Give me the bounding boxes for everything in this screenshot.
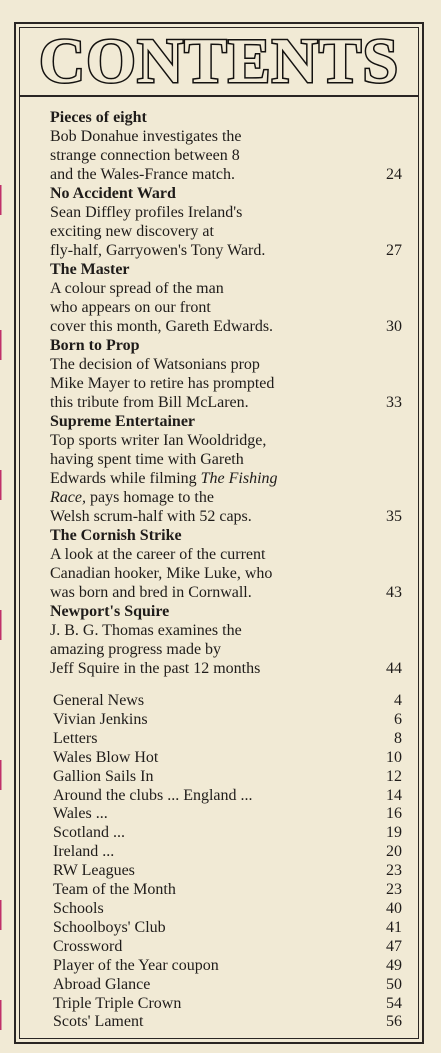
page-title: CONTENTS [38,25,400,96]
feature-label: Player of the Year coupon [53,956,219,974]
feature-page-number: 4 [394,692,402,709]
feature-page-number: 49 [386,956,402,974]
article-description-text: Top sports writer Ian Wooldridge, [50,432,267,449]
feature-page-number: 40 [386,899,402,917]
feature-page-number: 23 [386,862,402,880]
article-title: The Master [50,261,130,278]
feature-row [53,862,402,881]
feature-row [53,768,402,787]
feature-label: Around the clubs ... England ... [53,786,253,804]
article-page-number: 35 [386,508,402,525]
article-description-text: who appears on our front [50,299,211,316]
article-description-line [50,374,402,393]
article-description-text: this tribute from Bill McLaren. [50,394,249,411]
article-description-line [50,431,402,450]
feature-row [53,805,402,824]
article-description-line [50,450,402,469]
article-title: Supreme Entertainer [50,413,196,430]
feature-page-number: 19 [386,824,402,842]
feature-page-number: 56 [386,1013,402,1031]
article-description-line [50,545,402,564]
article-description-line [50,507,402,526]
articles-list [50,108,402,678]
article-description-line [50,317,402,336]
article-entry [50,260,402,336]
article-entry [50,108,402,184]
feature-page-number: 6 [394,710,402,728]
article-description-line [50,279,402,298]
article-title: Born to Prop [50,337,140,354]
article-description-line [50,621,402,640]
feature-row [53,824,402,843]
article-page-number: 24 [386,166,402,183]
article-entry [50,412,402,526]
feature-row [53,787,402,806]
regular-features-list [53,692,402,1032]
article-description-text: strange connection between 8 [50,147,240,164]
feature-label: Schools [53,899,104,917]
article-page-number: 30 [386,318,402,335]
feature-row [53,938,402,957]
article-description-text: Mike Mayer to retire has prompted [50,375,275,392]
article-description-text: cover this month, Gareth Edwards. [50,318,274,335]
feature-page-number: 12 [386,767,402,785]
article-description-line [50,564,402,583]
article-description-text: exciting new discovery at [50,223,214,240]
article-description-text: having spent time with Gareth [50,451,244,468]
article-page-number: 33 [386,394,402,411]
article-entry [50,336,402,412]
article-description-line [50,127,402,146]
feature-label: Gallion Sails In [53,767,154,785]
feature-row [53,730,402,749]
article-description-text: Welsh scrum-half with 52 caps. [50,508,252,525]
article-description-line [50,298,402,317]
feature-label: Schoolboys' Club [53,918,166,936]
feature-label: Wales ... [53,805,108,823]
article-entry [50,602,402,678]
article-title: Newport's Squire [50,603,170,620]
article-description-text: Sean Diffley profiles Ireland's [50,204,243,221]
article-description-line [50,393,402,412]
article-description-text: A look at the career of the current [50,546,266,563]
feature-row [53,711,402,730]
article-description-text: The decision of Watsonians prop [50,356,260,373]
feature-page-number: 14 [386,786,402,804]
feature-row [53,1013,402,1032]
article-description-text: J. B. G. Thomas examines the [50,622,242,639]
feature-row [53,957,402,976]
article-description-text: Race, pays homage to the [50,489,214,506]
article-description-line [50,659,402,678]
article-page-number: 44 [386,660,402,677]
feature-row [53,976,402,995]
article-description-line [50,583,402,602]
feature-page-number: 16 [386,805,402,823]
contents-header [19,27,419,97]
feature-page-number: 41 [386,918,402,936]
article-description-text: amazing progress made by [50,641,222,658]
feature-label: Vivian Jenkins [53,710,148,728]
article-description-line [50,165,402,184]
article-description-text: Edwards while filming The Fishing [50,470,278,487]
feature-label: Triple Triple Crown [53,994,182,1012]
feature-page-number: 10 [386,748,402,766]
article-description-text: fly-half, Garryowen's Tony Ward. [50,242,266,259]
article-description-text: was born and bred in Cornwall. [50,584,252,601]
article-entry [50,184,402,260]
article-description-line [50,640,402,659]
feature-row [53,843,402,862]
feature-row [53,995,402,1014]
feature-row [53,881,402,900]
feature-label: Crossword [53,937,123,955]
article-description-text: Jeff Squire in the past 12 months [50,660,261,677]
feature-row [53,692,402,711]
feature-label: Wales Blow Hot [53,748,159,766]
feature-label: Letters [53,729,98,747]
feature-page-number: 54 [386,994,402,1012]
feature-page-number: 50 [386,975,402,993]
feature-row [53,900,402,919]
feature-page-number: 8 [394,729,402,747]
article-description-text: Canadian hooker, Mike Luke, who [50,565,273,582]
feature-page-number: 47 [386,937,402,955]
feature-row [53,749,402,768]
article-page-number: 27 [386,242,402,259]
article-description-line [50,488,402,507]
feature-label: RW Leagues [53,862,135,880]
article-description-line [50,222,402,241]
article-description-line [50,355,402,374]
feature-label: Scotland ... [53,824,125,842]
feature-label: Team of the Month [53,881,176,899]
article-page-number: 43 [386,584,402,601]
feature-page-number: 20 [386,843,402,861]
article-description-line [50,241,402,260]
article-description-text: A colour spread of the man [50,280,224,297]
article-description-text: and the Wales-France match. [50,166,236,183]
feature-page-number: 23 [386,881,402,899]
feature-label: Ireland ... [53,843,115,861]
article-title: Pieces of eight [50,109,147,126]
article-description-line [50,203,402,222]
feature-row [53,919,402,938]
article-description-text: Bob Donahue investigates the [50,128,242,145]
article-description-line [50,469,402,488]
feature-label: Abroad Glance [53,975,151,993]
feature-label: Scots' Lament [53,1013,144,1031]
article-title: No Accident Ward [50,185,176,202]
article-description-line [50,146,402,165]
article-title: The Cornish Strike [50,527,182,544]
feature-label: General News [53,692,145,709]
article-entry [50,526,402,602]
